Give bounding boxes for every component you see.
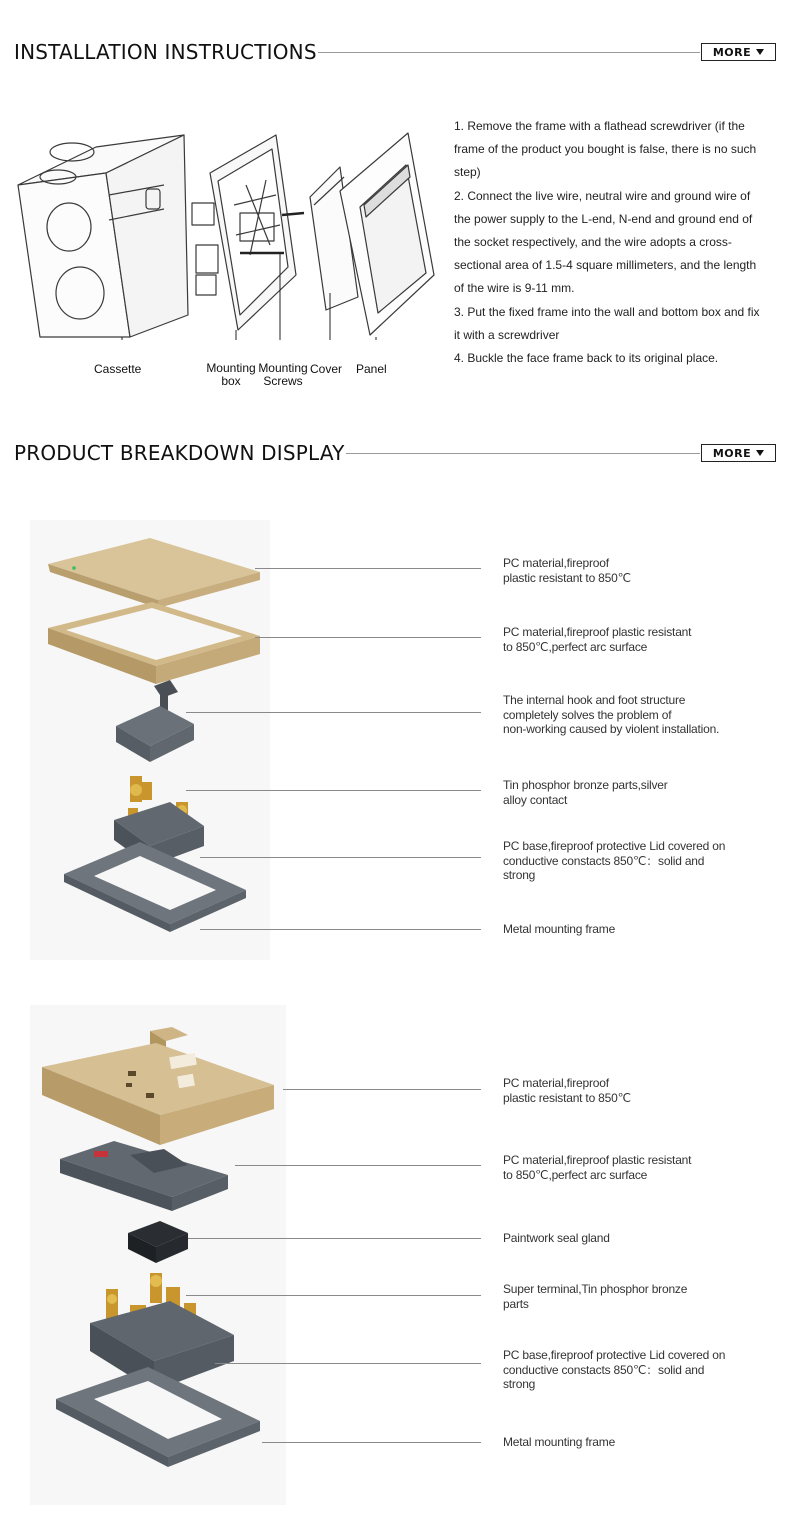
- leader-line: [200, 929, 481, 930]
- more-label: MORE: [712, 446, 752, 460]
- cassette-box: [18, 135, 188, 337]
- breakdown-divider: [346, 453, 700, 454]
- label-panel: Panel: [356, 362, 387, 376]
- callout-text: PC material,fireproof plastic resistant to 850℃,perfect arc surface: [503, 1153, 692, 1182]
- leader-line: [186, 1295, 481, 1296]
- callout-text: PC base,fireproof protective Lid covered on conductive constacts 850℃：solid and strong: [503, 839, 726, 882]
- leader-line: [188, 1238, 481, 1239]
- installation-divider: [318, 52, 700, 53]
- leader-line: [255, 568, 481, 569]
- step-4: 4. Buckle the face frame back to its original place.: [454, 351, 719, 366]
- more-label: MORE: [712, 45, 752, 59]
- exploded-drawing-2: [30, 1005, 286, 1505]
- step-1: 1. Remove the frame with a flathead screwdriver (if the frame of the product you bought is false, there is no such step): [454, 119, 757, 180]
- label-cassette: Cassette: [94, 362, 142, 376]
- callout-text: PC material,fireproof plastic resistant to 850℃: [503, 1076, 631, 1105]
- label-cover: Cover: [310, 362, 343, 376]
- caret-down-icon: [756, 49, 764, 55]
- exploded-installation-drawing: [14, 125, 444, 340]
- breakdown-more-button[interactable]: [701, 444, 776, 462]
- callout-text: PC base,fireproof protective Lid covered on conductive constacts 850℃：solid and strong: [503, 1348, 726, 1391]
- callout-text: PC material,fireproof plastic resistant to 850℃,perfect arc surface: [503, 625, 692, 654]
- callout-text: Metal mounting frame: [503, 1435, 616, 1449]
- installation-steps: [454, 115, 764, 370]
- callout-text: Tin phosphor bronze parts,silver alloy contact: [503, 778, 668, 807]
- breakdown-title: PRODUCT BREAKDOWN DISPLAY: [14, 441, 345, 465]
- leader-line: [215, 1363, 481, 1364]
- step-2: 2. Connect the live wire, neutral wire and ground wire of the power supply to the L-end, N-end and ground end of the socket respectively, and the wire adopts a cross-sectional area of 1.5-4 square millimeters, and the length of the wire is 9-11 mm.: [454, 188, 757, 296]
- installation-header: [14, 40, 776, 64]
- exploded-drawing-1: [30, 520, 270, 960]
- breakdown-header: [14, 441, 776, 465]
- leader-line: [235, 1165, 481, 1166]
- leader-line: [255, 637, 481, 638]
- panel-drawing: [340, 133, 434, 335]
- label-mounting-screws: Mounting Screws: [258, 361, 308, 388]
- step-3: 3. Put the fixed frame into the wall and bottom box and fix it with a screwdriver: [454, 304, 760, 342]
- caret-down-icon: [756, 450, 764, 456]
- callout-text: The internal hook and foot structure completely solves the problem of non-working caused by violent installation.: [503, 693, 720, 736]
- callout-text: Metal mounting frame: [503, 922, 616, 936]
- leader-line: [283, 1089, 481, 1090]
- callout-text: PC material,fireproof plastic resistant to 850℃: [503, 556, 631, 585]
- callout-text: Super terminal,Tin phosphor bronze parts: [503, 1282, 688, 1311]
- leader-line: [200, 857, 481, 858]
- leader-line: [186, 790, 481, 791]
- installation-more-button[interactable]: [701, 43, 776, 61]
- leader-line: [262, 1442, 481, 1443]
- callout-text: Paintwork seal gland: [503, 1231, 610, 1245]
- label-mounting-box: Mounting box: [206, 361, 256, 388]
- installation-title: INSTALLATION INSTRUCTIONS: [14, 40, 317, 64]
- leader-line: [186, 712, 481, 713]
